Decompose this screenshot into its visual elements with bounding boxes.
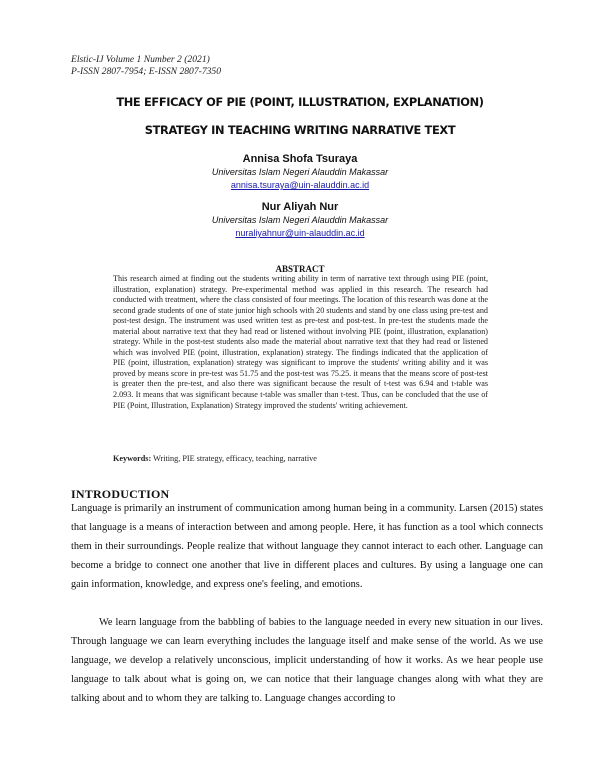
introduction-paragraph-1: Language is primarily an instrument of communication among human being in a community. Larsen (2015) states that language is a means of interaction between and among people. Here, it has function as a tool which connects them in their surroundings. People realize that without language they cannot interact to each other. Language can become a bridge to connect one another that live in different places and cultures. By using a language one can gain information, knowledge, and express one's feeling, and emotions. — [71, 503, 543, 590]
author-email-link[interactable]: nuraliyahnur@uin-alauddin.ac.id — [235, 228, 365, 238]
author-block-1 — [0, 152, 600, 191]
author-affiliation: Universitas Islam Negeri Alauddin Makassar — [211, 215, 389, 225]
author-affiliation: Universitas Islam Negeri Alauddin Makassar — [211, 167, 389, 177]
abstract-heading: ABSTRACT — [275, 264, 325, 274]
author-name: Nur Aliyah Nur — [261, 201, 339, 213]
introduction-paragraph-2: We learn language from the babbling of babies to the language needed in every new situation in our lives. Through language we can learn everything includes the language itself and make sense of the world. As we use language, we develop a relatively unconscious, implicit understanding of how it works. As we hear people use language to talk about what is going on, we can notice that their language changes along with what they are talking about and to whom they are talking to. Language changes according to — [71, 617, 543, 704]
introduction-heading: INTRODUCTION — [71, 487, 170, 501]
author-block-2 — [0, 200, 600, 239]
author-name: Annisa Shofa Tsuraya — [242, 153, 358, 165]
abstract-text: This research aimed at finding out the students writing ability in term of narrative text through using PIE (point, illustration, explanation) strategy. Pre-experimental method was applied in this research. The research had conducted with treatment, where the class consisted of four meetings. The location of this research was done at the second grade students of one of state junior high schools with 20 students and stand by one class using pre-test and post-test design. The instrument was used written test as pre-test and post-test. In pre-test the students made the material about narrative text that they had read or listened without involving PIE (point, illustration, explanation) strategy. While in the post-test students also made the material about narrative text that they had read or listened which was involved PIE (point, illustration, explanation) strategy. The findings indicated that the application of PIE (point, illustration, explanation) strategy was significant to improve the students' writing ability and it was proved by means score in pre-test was 51.75 and the post-test was 75.25. it means that the means score of post-test is greater then the pre-test, and also there was significant because the result of t-test was 6.94 and t-table was 2.093. It means that was significant because t-table was smaller than t-test. Thus, can be concluded that the use of PIE (Point, Illustration, Explanation) Strategy improved the students' writing achievement. — [113, 274, 488, 410]
journal-volume: Elstic-IJ Volume 1 Number 2 (2021) — [71, 54, 210, 65]
keywords-list: Writing, PIE strategy, efficacy, teaching, narrative — [153, 454, 317, 463]
journal-header — [71, 54, 221, 78]
paper-title-line-2: STRATEGY IN TEACHING WRITING NARRATIVE TEXT — [144, 123, 456, 137]
keywords-line — [113, 454, 317, 463]
paper-title-line-1: THE EFFICACY OF PIE (POINT, ILLUSTRATION, EXPLANATION) — [116, 95, 484, 109]
keywords-label: Keywords: — [113, 454, 152, 463]
journal-issn: P-ISSN 2807-7954; E-ISSN 2807-7350 — [71, 66, 222, 77]
author-email-link[interactable]: annisa.tsuraya@uin-alauddin.ac.id — [230, 180, 370, 190]
